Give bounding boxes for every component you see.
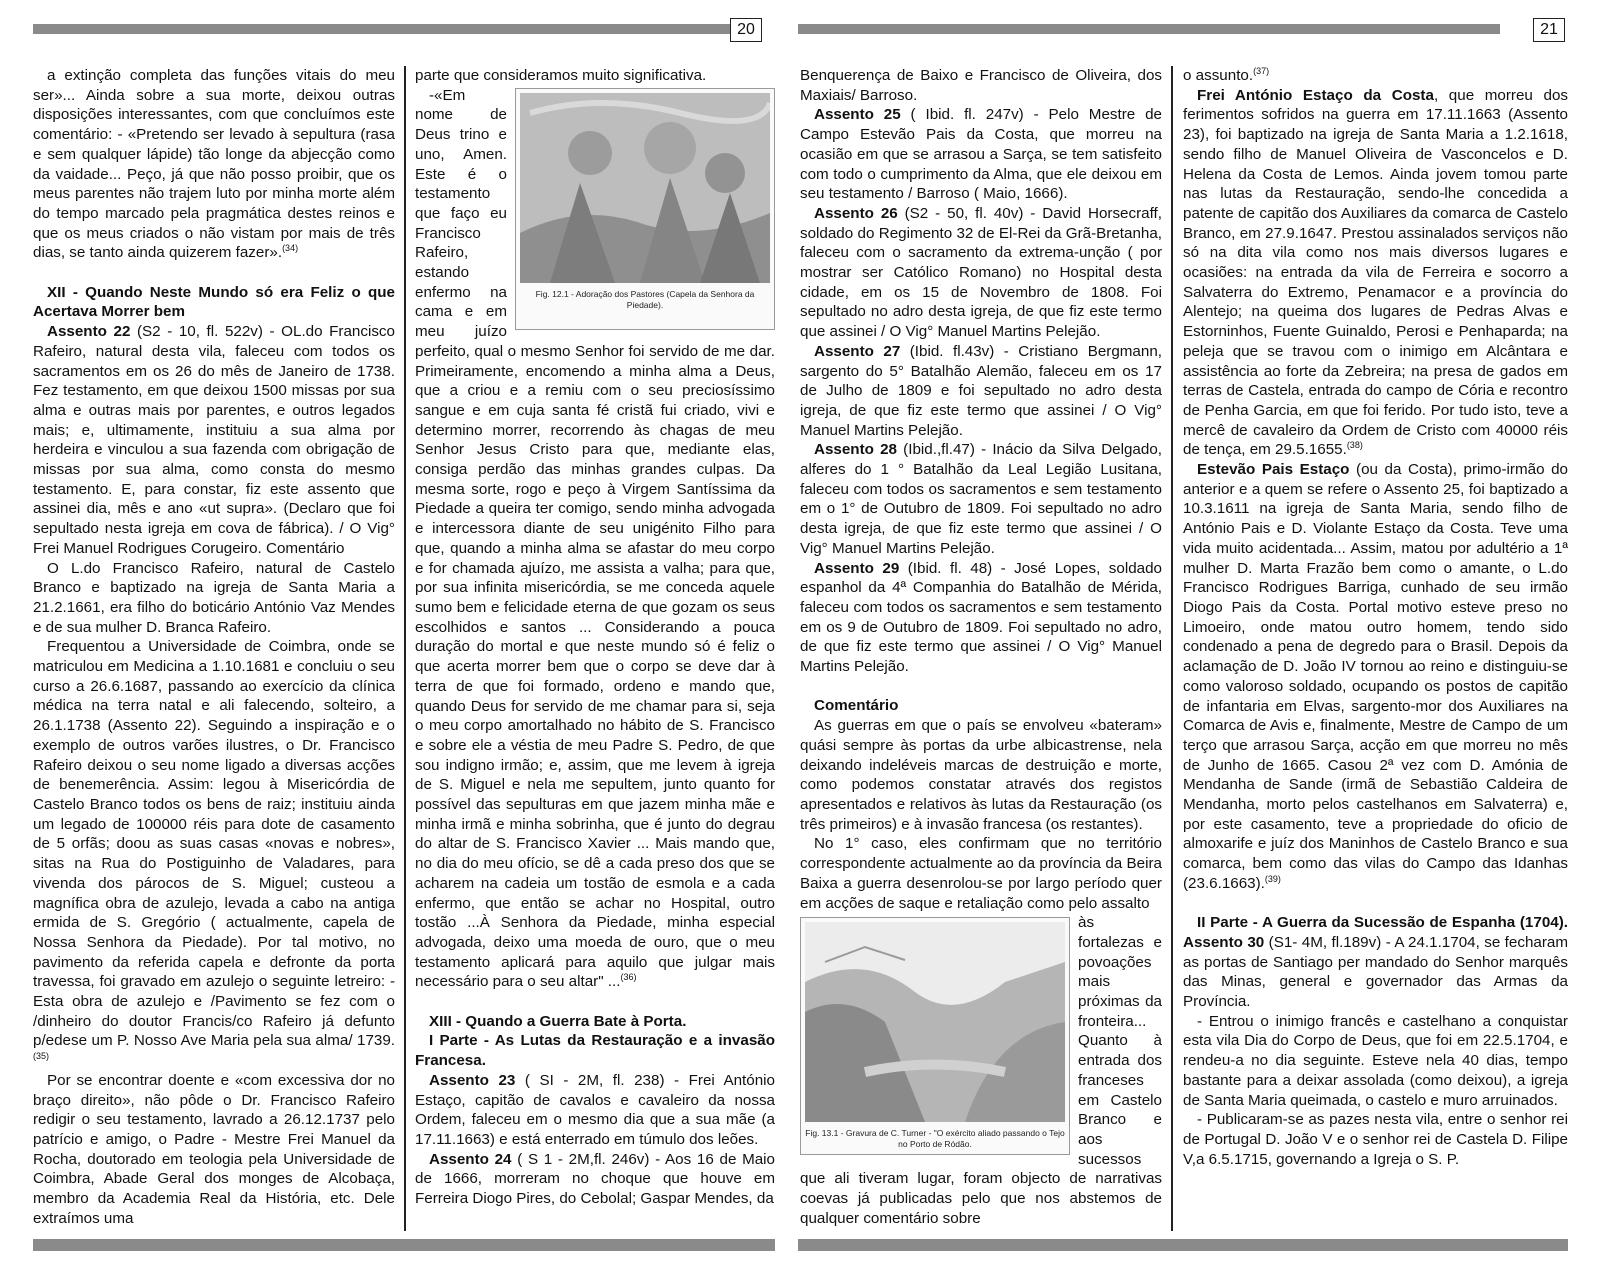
paragraph-text: ( S 1 - 2M,fl. 246v) - Aos 16 de Maio de 1666, morreram no choque que houve em Ferreira Diogo Pires, do Cebolal; Gaspar Mendes, da bbox=[415, 1150, 775, 1208]
paragraph-text: No 1° caso, eles confirmam que no território correspondente actualmente ao da província da Beira Baixa a guerra desenrolou-se por largo período quer em acções de saque e retaliação como pelo assalto bbox=[800, 835, 1162, 912]
paragraph-text: O L.do Francisco Rafeiro, natural de Castelo Branco e baptizado na igreja de Santa Maria a 21.2.1661, era filho do boticário António Vaz Mendes e de sua mulher D. Branca Rafeiro. bbox=[33, 559, 395, 636]
figure-adoration-of-shepherds bbox=[515, 88, 775, 330]
paragraph bbox=[33, 322, 395, 558]
paragraph-text: ( SI - 2M, fl. 238) - Frei António Estaço, capitão de cavalos e cavaleiro da nossa Ordem, faleceu em o mesmo dia que a sua mãe (a 17.11.1663) e está enterrado em túmulo dos leões. bbox=[415, 1071, 775, 1148]
section-heading: I Parte - As Lutas da Restauração e a invasão Francesa. bbox=[415, 1032, 775, 1070]
paragraph-text: (Ibid. fl.43v) - Cristiano Bergmann, sargento do 5° Batalhão Alemão, faleceu em os 17 de Julho de 1809 e foi sepultado no adro desta igreja, de que fiz este termo que assinei / O Vig° Manuel Martins Pelejão. bbox=[800, 342, 1162, 439]
engraving-image bbox=[520, 93, 770, 283]
figure-caption: Fig. 12.1 - Adoração dos Pastores (Capela da Senhora da Piedade). bbox=[535, 288, 755, 310]
paragraph-text: -«Em nome de Deus trino e uno, Amen. Este é o testamento que faço eu Francisco Rafeiro, estando enfermo na cama e em meu juízo perfeito, qual o mesmo Senhor foi servido de me dar. Primeiramente, encomendo a minha alma a Deus, que a criou e a remiu com o seu preciosíssimo sangue e em cuja santa fé cristã fui criado, vivi e determino morrer, recorrendo às chagas de meu Senhor Jesus Cristo para que, mediante elas, consiga perdão das minhas grandes culpas. Da mesma sorte, rogo e peço à Virgem Santíssima da Piedade a queira ter comigo, sendo minha advogada e intercessora diante de seu unigénito Filho para que, quando a minha alma se afastar do meu corpo e for chamada ajuízo, me assista a valha; para que, por sua infinita misericórdia, se me conceda aquele sumo bem e felicidade eterna de que gozam os seus escolhidos e santos ... Considerando a pouca duração do mortal e que neste mundo só é feliz o que acerta morrer bem que o corpo se deve dar à terra de que foi formado, ordeno e mando que, quando Deus for servido de me chamar para si, seja o meu corpo amortalhado no hábito de S. Francisco e sobre ele a véstia de meu Padre S. Pedro, de que sou indigno irmão; e, assim, que me levem à igreja de S. Miguel e nela me sepultem, junto quanto for possível das sepulturas em que jazem minha mãe e minha irmã e minha sobrinha, que é junto do degrau do altar de S. Francisco Xavier ... Mais mando que, no dia do meu ofício, se dê a cada preso dos que se acharem na cadeia um tostão de esmola e a cada enfermo, que então se achar no Hospital, outro tostão ...À Senhora da Piedade, minha especial advogada, deixo uma moeda de ouro, que o meu testamento aplicará para aquilo que julgar mais necessário para o seu altar" ... bbox=[415, 86, 775, 991]
engraving-image bbox=[805, 922, 1065, 1122]
footnote-ref: (34) bbox=[282, 243, 299, 254]
bold-lead: Estevão Pais Estaço bbox=[1197, 461, 1350, 479]
column-1 bbox=[800, 66, 1162, 1231]
bold-lead: Assento 29 bbox=[814, 559, 900, 577]
footnote-ref: (37) bbox=[1253, 66, 1270, 76]
paragraph bbox=[33, 66, 395, 263]
paragraph-text: (Ibid.,fl.47) - Inácio da Silva Delgado, alferes do 1 ° Batalhão da Leal Legião Lusitana, faleceu com todos os sacramentos e sem testamento em o 1° de Outubro de 1809. Foi sepultado no adro desta igreja, de que fiz este termo que assinei / O Vig° Manuel Martins Pelejão. bbox=[800, 441, 1162, 557]
paragraph bbox=[1183, 913, 1568, 1012]
paragraph-text: a extinção completa das funções vitais do meu ser»... Ainda sobre a sua morte, deixou outras disposições interessantes, com que concluímos este comentário: - «Pretendo ser levado à sepultura (rasa e sem qualquer lápide) tão longe da abjecção como da vaidade... Peço, já que não posso proibir, que os meus parentes não trajem luto por minha morte além do tempo marcado pela pragmática destes reinos e que os meus criados o não vistam por mais de três dias, se tanto ainda quizerem fazer». bbox=[33, 67, 395, 262]
section-gap bbox=[33, 263, 395, 283]
column-divider bbox=[404, 66, 406, 1231]
paragraph: parte que consideramos muito significativa. bbox=[415, 67, 707, 84]
column-divider bbox=[1171, 66, 1173, 1231]
bold-lead: Assento 28 bbox=[814, 441, 897, 459]
bold-lead: Frei António Estaço da Costa bbox=[1197, 86, 1434, 104]
footnote-ref: (38) bbox=[1346, 440, 1363, 451]
paragraph bbox=[1183, 460, 1568, 893]
column-2 bbox=[415, 66, 775, 1231]
footnote-ref: (39) bbox=[1264, 873, 1281, 884]
section-heading: XIII - Quando a Guerra Bate à Porta. bbox=[429, 1012, 687, 1030]
column-1 bbox=[33, 66, 395, 1231]
paragraph bbox=[800, 834, 1162, 913]
paragraph-text: As guerras em que o país se envolveu «bateram» quási sempre às portas da urbe albicastrense, nela deixando indeléveis marcas de destruição e morte, como podemos constatar através dos registos apresentados e relativos às lutas da Restauração (os três primeiros) e à invasão francesa (os restantes). bbox=[800, 717, 1162, 833]
bold-lead: II Parte - A Guerra da Sucessão de Espanha (1704). Assento 30 bbox=[1183, 914, 1568, 951]
paragraph-text: - Entrou o inimigo francês e castelhano a conquistar esta vila Dia do Corpo de Deus, que foi em 22.5.1704, e rendeu-a no dia seguinte. Esteve nela 40 dias, tempo bastante para a deixar assolada (como deixou), a igreja de Santa Maria queimada, o castelo e muro arruinados. bbox=[1183, 1012, 1568, 1109]
section-gap bbox=[800, 677, 1162, 697]
bold-lead: Assento 25 bbox=[814, 106, 901, 124]
figure-caption: Fig. 13.1 - Gravura de C. Turner - "O exército aliado passando o Tejo no Porto de Ródão. bbox=[805, 1128, 1065, 1150]
paragraph bbox=[1183, 1012, 1568, 1111]
paragraph-text: ( Ibid. fl. 247v) - Pelo Mestre de Campo Estevão Pais da Costa, que morreu na ocasião em que se arrasou a Sarça, se tem satisfeito com todo o cumprimento da Alma, que ele deixou em seu testamento / Barroso ( Maio, 1666). bbox=[800, 106, 1162, 203]
paragraph bbox=[33, 637, 395, 1070]
paragraph-gap bbox=[1183, 894, 1568, 914]
paragraph-text: (Ibid. fl. 48) - José Lopes, soldado espanhol da 4ª Companhia do Batalhão de Mérida, faleceu com todos os sacramentos e sem testamento em os 9 de Outubro de 1809. Foi sepultado no adro, de que fiz este termo que assinei / O Vig° Manuel Martins Pelejão. bbox=[800, 559, 1162, 676]
bottom-rule-bar bbox=[798, 1239, 1568, 1251]
paragraph-text: - Publicaram-se as pazes nesta vila, entre o senhor rei de Portugal D. João V e o senhor rei de Castela D. Filipe V,a 6.5.1715, governando a Igreja o S. P. bbox=[1183, 1111, 1568, 1168]
paragraph-text: (ou da Costa), primo-irmão do anterior e a quem se refere o Assento 25, foi baptizado a 10.3.1611 na igreja de Santa Maria, sendo filho de António Pais e D. Violante Estaço da Costa. Teve uma vida muito acidentada... Assim, matou por adultério a 1ª mulher D. Marta Frazão bem como o amante, o L.do Francisco Rodrigues Barriga, cunhado de seu irmão Diogo Pais da Costa. Portal motivo esteve preso no Limoeiro, onde matou outro homem, tendo sido condenado a pena de degredo para o Brasil. Depois da aclamação de D. João IV tornou ao reino e distinguiu-se como valoroso soldado, ocupando os postos de capitão de infantaria em Elvas, sargento-mor dos Auxiliares na Comarca de Avis e, finalmente, Mestre de Campo de um terço que arrasou Sarça, acção em que morreu no mês de Junho de 1665. Casou 2ª vez com D. Amónia de Mendanha de Sande (irmã de Sebastião Caldeira de Mendanha, morto pelos castelhanos em Salvaterra) e, por este casamento, teve a propriedade do oficio de almoxarife e juíz dos Maninhos de Castelo Branco e sua comarca, bem como das vilas do Campo das Idanhas (23.6.1663). bbox=[1183, 461, 1568, 892]
paragraph bbox=[1183, 1110, 1568, 1169]
paragraph-text: (S1- 4M, fl.189v) - A 24.1.1704, se fecharam as portas de Santiago per mandado do Senhor marquês das Minas, general e governador das Armas da Província. bbox=[1183, 933, 1568, 1011]
paragraph bbox=[415, 1150, 775, 1209]
section-gap bbox=[415, 992, 775, 1012]
paragraph: às fortalezas e povoações mais próximas da fronteira... Quanto à entrada dos franceses em Castelo Branco e aos sucessos que ali tiveram lugar, foram objecto de narrativas coevas já publicadas pelo que nos abstemos de qualquer comentário sobre bbox=[800, 914, 1162, 1227]
paragraph-text: (S2 - 10, fl. 522v) - OL.do Francisco Rafeiro, natural desta vila, faleceu com todos os sacramentos em os 26 do mês de Janeiro de 1738. Fez testamento, em que deixou 1500 missas por sua alma e outras mais por parentes, e outros legados mais; e, ultimamente, instituiu a sua alma por herdeira e vinculou a sua fazenda com obrigação de missas por sua alma, como consta do mesmo testamento. E, para constar, fiz este assento que assinei dia, mês e ano «ut supra». (Declaro que foi sepultado nesta igreja em cova de fábrica). / O Vig° Frei Manuel Rodrigues Corugeiro. Comentário bbox=[33, 323, 395, 557]
paragraph bbox=[800, 440, 1162, 558]
paragraph bbox=[800, 716, 1162, 834]
paragraph bbox=[1183, 86, 1568, 460]
paragraph bbox=[800, 342, 1162, 441]
page-number: 21 bbox=[1533, 18, 1565, 42]
section-heading: Comentário bbox=[814, 697, 899, 715]
paragraph bbox=[33, 559, 395, 638]
figure-turner-engraving bbox=[800, 917, 1070, 1155]
bottom-rule-bar bbox=[33, 1239, 775, 1251]
paragraph bbox=[415, 1071, 775, 1150]
bold-lead: Assento 26 bbox=[814, 204, 898, 222]
paragraph-text: Por se encontrar doente e «com excessiva dor no braço direito», não pôde o Dr. Francisco Rafeiro redigir o seu testamento, lavrado a 26.12.1737 pelo patrício e amigo, o Padre - Mestre Frei Manuel da Rocha, doutorado em teologia pela Universidade de Coimbra, Abade Geral dos monges de Alcobaça, membro da Academia Real da História, etc. Dele extraímos uma bbox=[33, 1071, 395, 1227]
page-number: 20 bbox=[730, 18, 762, 42]
top-rule-bar bbox=[798, 24, 1500, 34]
paragraph bbox=[800, 204, 1162, 342]
footnote-ref: (35) bbox=[33, 1051, 50, 1062]
bold-lead: Assento 23 bbox=[429, 1071, 516, 1089]
column-2 bbox=[1183, 66, 1568, 1231]
bold-lead: Assento 22 bbox=[47, 323, 131, 341]
paragraph-text: (S2 - 50, fl. 40v) - David Horsecraff, soldado do Regimento 32 de El-Rei da Grã-Bretanha, faleceu com o sacramento da extrema-unção ( por mostrar ser Católico Romano) no Hospital desta cidade, em os 15 de Novembro de 1808. Foi sepultado no adro desta igreja, de que fiz este termo que assinei / O Vig° Manuel Martins Pelejão. bbox=[800, 204, 1162, 341]
paragraph-text: Benquerença de Baixo e Francisco de Oliveira, dos Maxiais/ Barroso. bbox=[800, 67, 1162, 104]
paragraph-text: Frequentou a Universidade de Coimbra, onde se matriculou em Medicina a 1.10.1681 e concluiu o seu curso a 26.6.1687, passando ao exercício da clínica médica na terra natal e ali falecendo, solteiro, a 26.1.1738 (Assento 22). Seguindo a inspiração e o exemplo de outros varões ilustres, o Dr. Francisco Rafeiro deixou o seu nome ligado a diversas acções de benemerência. Assim: legou à Misericórdia de Castelo Branco todos os bens de raiz; instituiu ainda um legado de 100000 réis para dote de casamento de 5 orfãs; doou as suas casas «novas e nobres», sitas na Rua do Postiguinho de Valadares, para vivenda dos párocos de S. Miguel; custeou a magnífica obra de azulejo, levada a cabo na antiga ermida de S. Gregório ( actualmente, capela de Nossa Senhora da Piedade). Por tal motivo, no pavimento da referida capela e defronte da porta travessa, foi gravado em azulejo o seguinte letreiro: - Esta obra de azulejo e /Pavimento se fez com o /dinheiro do doutor Francis/co Rafeiro já defunto p/edese um P. Nosso Ave Maria pela sua alma/ 1739. bbox=[33, 638, 395, 1050]
bold-lead: Assento 24 bbox=[429, 1150, 512, 1168]
paragraph bbox=[33, 1071, 395, 1229]
footnote-ref: (36) bbox=[620, 972, 637, 983]
paragraph bbox=[800, 559, 1162, 677]
paragraph bbox=[800, 66, 1162, 105]
column-1-text bbox=[800, 66, 1162, 913]
paragraph bbox=[1183, 66, 1568, 86]
paragraph-text: o assunto. bbox=[1183, 67, 1254, 84]
paragraph-text: , que morreu dos ferimentos sofridos na guerra em 17.11.1663 (Assento 23), foi baptizado na igreja de Santa Maria a 1.2.1618, sendo filho de Manuel Oliveira de Vasconcelos e D. Helena da Costa de Lemos. Ainda jovem tomou parte nas lutas da Restauração, sendo-lhe concedida a patente de capitão dos Auxiliares da comarca de Castelo Branco, em 27.9.1647. Prestou assinalados serviços não só na dita vila como nos mais diversos lugares e ocasiões: na entrada da vila de Ferreira e socorro a Salvaterra do Extremo, Penamacor e a província do Alentejo; na queima dos lugares de Pedras Alvas e Estorninhos, Fuente Guinaldo, Perosi e Penhaparda; na peleja que se travou com o inimigo em Alcântara e assistência ao forte da Zebreira; na presa de gados em terras de Castela, entrada do campo de Cória e recontro de Penha Garcia, em que foi ferido. Por tudo isto, teve a mercê de cavaleiro da Ordem de Cristo com 40000 réis de tença, em 29.5.1655. bbox=[1183, 86, 1568, 459]
top-rule-bar bbox=[33, 24, 731, 34]
section-heading: XII - Quando Neste Mundo só era Feliz o que Acertava Morrer bem bbox=[33, 283, 395, 321]
paragraph bbox=[800, 105, 1162, 204]
right-page bbox=[800, 0, 1600, 1279]
bold-lead: Assento 27 bbox=[814, 342, 901, 360]
